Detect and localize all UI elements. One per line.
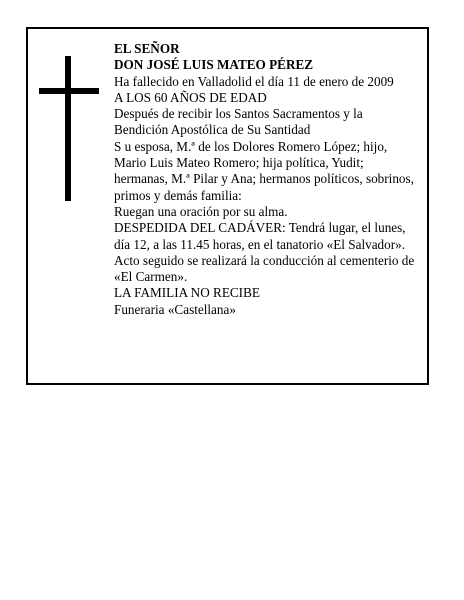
cross-horizontal-bar	[39, 88, 99, 94]
sacraments-text: Después de recibir los Santos Sacramentos y la Bendición Apostólica de Su Santidad	[114, 106, 363, 138]
deceased-name: DON JOSÉ LUIS MATEO PÉREZ	[114, 57, 314, 73]
procession-text: Acto seguido se realizará la conducción al cementerio de «El Carmen».	[114, 252, 415, 285]
age-line: A LOS 60 AÑOS DE EDAD	[114, 89, 267, 105]
notice-title: EL SEÑOR	[114, 41, 180, 56]
death-line: Ha fallecido en Valladolid el día 11 de enero de 2009	[114, 73, 394, 89]
farewell-text: DESPEDIDA DEL CADÁVER: Tendrá lugar, el lunes, día 12, a las 11.45 horas, en el tanatorio «El Salvador».	[114, 220, 406, 252]
cross-vertical-bar	[65, 56, 71, 201]
cross-icon	[39, 56, 99, 201]
no-receive-text: LA FAMILIA NO RECIBE	[114, 285, 260, 301]
prayer-text: Ruegan una oración por su alma.	[114, 203, 288, 219]
family-text: S u esposa, M.ª de los Dolores Romero López; hijo, Mario Luis Mateo Romero; hija política, Yudit; hermanas, M.ª Pilar y Ana; hermanos políticos, sobrinos, primos y demás familia:	[114, 138, 414, 203]
notice-text	[114, 41, 419, 318]
funeral-home-text: Funeraria «Castellana»	[114, 301, 236, 317]
obituary-notice	[26, 27, 429, 385]
